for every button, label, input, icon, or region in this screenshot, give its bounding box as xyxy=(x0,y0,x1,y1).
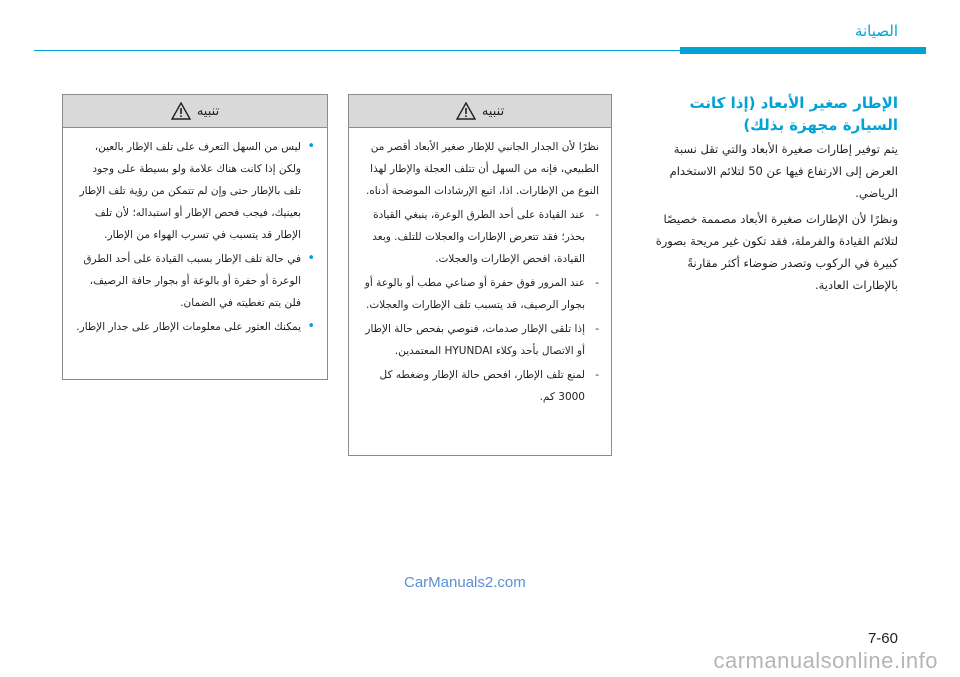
header-rule-bar xyxy=(680,47,926,54)
caution-box-tire-care xyxy=(348,94,612,456)
caution-item: - إذا تلقى الإطار صدمات، فنوصي بفحص حالة الإطار أو الاتصال بأحد وكلاء HYUNDAI المعتمدين. xyxy=(361,318,599,362)
caution-item: • في حالة تلف الإطار بسبب القيادة على أحد الطرق الوعرة أو حفرة أو بالوعة أو بجوار حافة الرصيف، فلن يتم تغطيته في الضمان. xyxy=(75,248,315,314)
watermark-link[interactable]: CarManuals2.com xyxy=(404,574,526,591)
section-paragraph: يتم توفير إطارات صغيرة الأبعاد والتي تقل نسبة العرض إلى الارتفاع فيها عن 50 لتلائم الاستخدام الرياضي. xyxy=(669,142,898,200)
caution-item: - عند القيادة على أحد الطرق الوعرة، ينبغي القيادة بحذر؛ فقد تتعرض الإطارات والعجلات للتلف. وبعد القيادة، افحص الإطارات والعجلات. xyxy=(361,204,599,270)
caution-intro: نظرًا لأن الجدار الجانبي للإطار صغير الأبعاد أقصر من الطبيعي، فإنه من السهل أن تتلف العجلة والإطار لهذا النوع من الإطارات. اذا، اتبع الإرشادات الموضحة أدناه. xyxy=(365,141,599,197)
caution-heading: تنبيه xyxy=(196,103,220,119)
caution-list xyxy=(75,136,315,338)
caution-item: - لمنع تلف الإطار، افحص حالة الإطار وضغطه كل 3000 كم. xyxy=(361,364,599,408)
warning-triangle-icon xyxy=(456,102,476,120)
section-narrow-tire xyxy=(644,92,898,300)
caution-item: • يمكنك العثور على معلومات الإطار على جدار الإطار. xyxy=(75,316,315,338)
caution-header xyxy=(63,95,327,128)
caution-box-tire-damage xyxy=(62,94,328,380)
caution-body xyxy=(63,128,327,346)
warning-triangle-icon xyxy=(171,102,191,120)
section-paragraph: ونظرًا لأن الإطارات صغيرة الأبعاد مصممة خصيصًا لتلائم القيادة والفرملة، فقد تكون غير مريحة بصورة كبيرة في الركوب وتصدر ضوضاء أكثر مقارنةً بالإطارات العادية. xyxy=(655,212,898,292)
caution-item: • ليس من السهل التعرف على تلف الإطار بالعين، ولكن إذا كانت هناك علامة ولو بسيطة على وجود تلف بالإطار حتى وإن لم تتمكن من رؤية تلف الإطار بعينيك، فيجب فحص الإطار أو استبداله؛ لأن تلف الإطار قد يتسبب في تسرب الهواء من الإطار. xyxy=(75,136,315,246)
header-title: الصيانة xyxy=(854,22,898,40)
section-body xyxy=(644,138,898,296)
page-number: 7-60 xyxy=(867,630,898,647)
caution-heading: تنبيه xyxy=(481,103,505,119)
section-title: الإطار صغير الأبعاد (إذا كانت السيارة مجهزة بذلك) xyxy=(689,94,898,134)
bottom-watermark: carmanualsonline.info xyxy=(713,648,938,673)
caution-header xyxy=(349,95,611,128)
caution-list xyxy=(361,204,599,408)
caution-item: - عند المرور فوق حفرة أو صناعي مطب أو بالوعة أو بجوار الرصيف، قد يتسبب تلف الإطارات والعجلات. xyxy=(361,272,599,316)
header-rule xyxy=(34,47,926,53)
caution-body xyxy=(349,128,611,416)
